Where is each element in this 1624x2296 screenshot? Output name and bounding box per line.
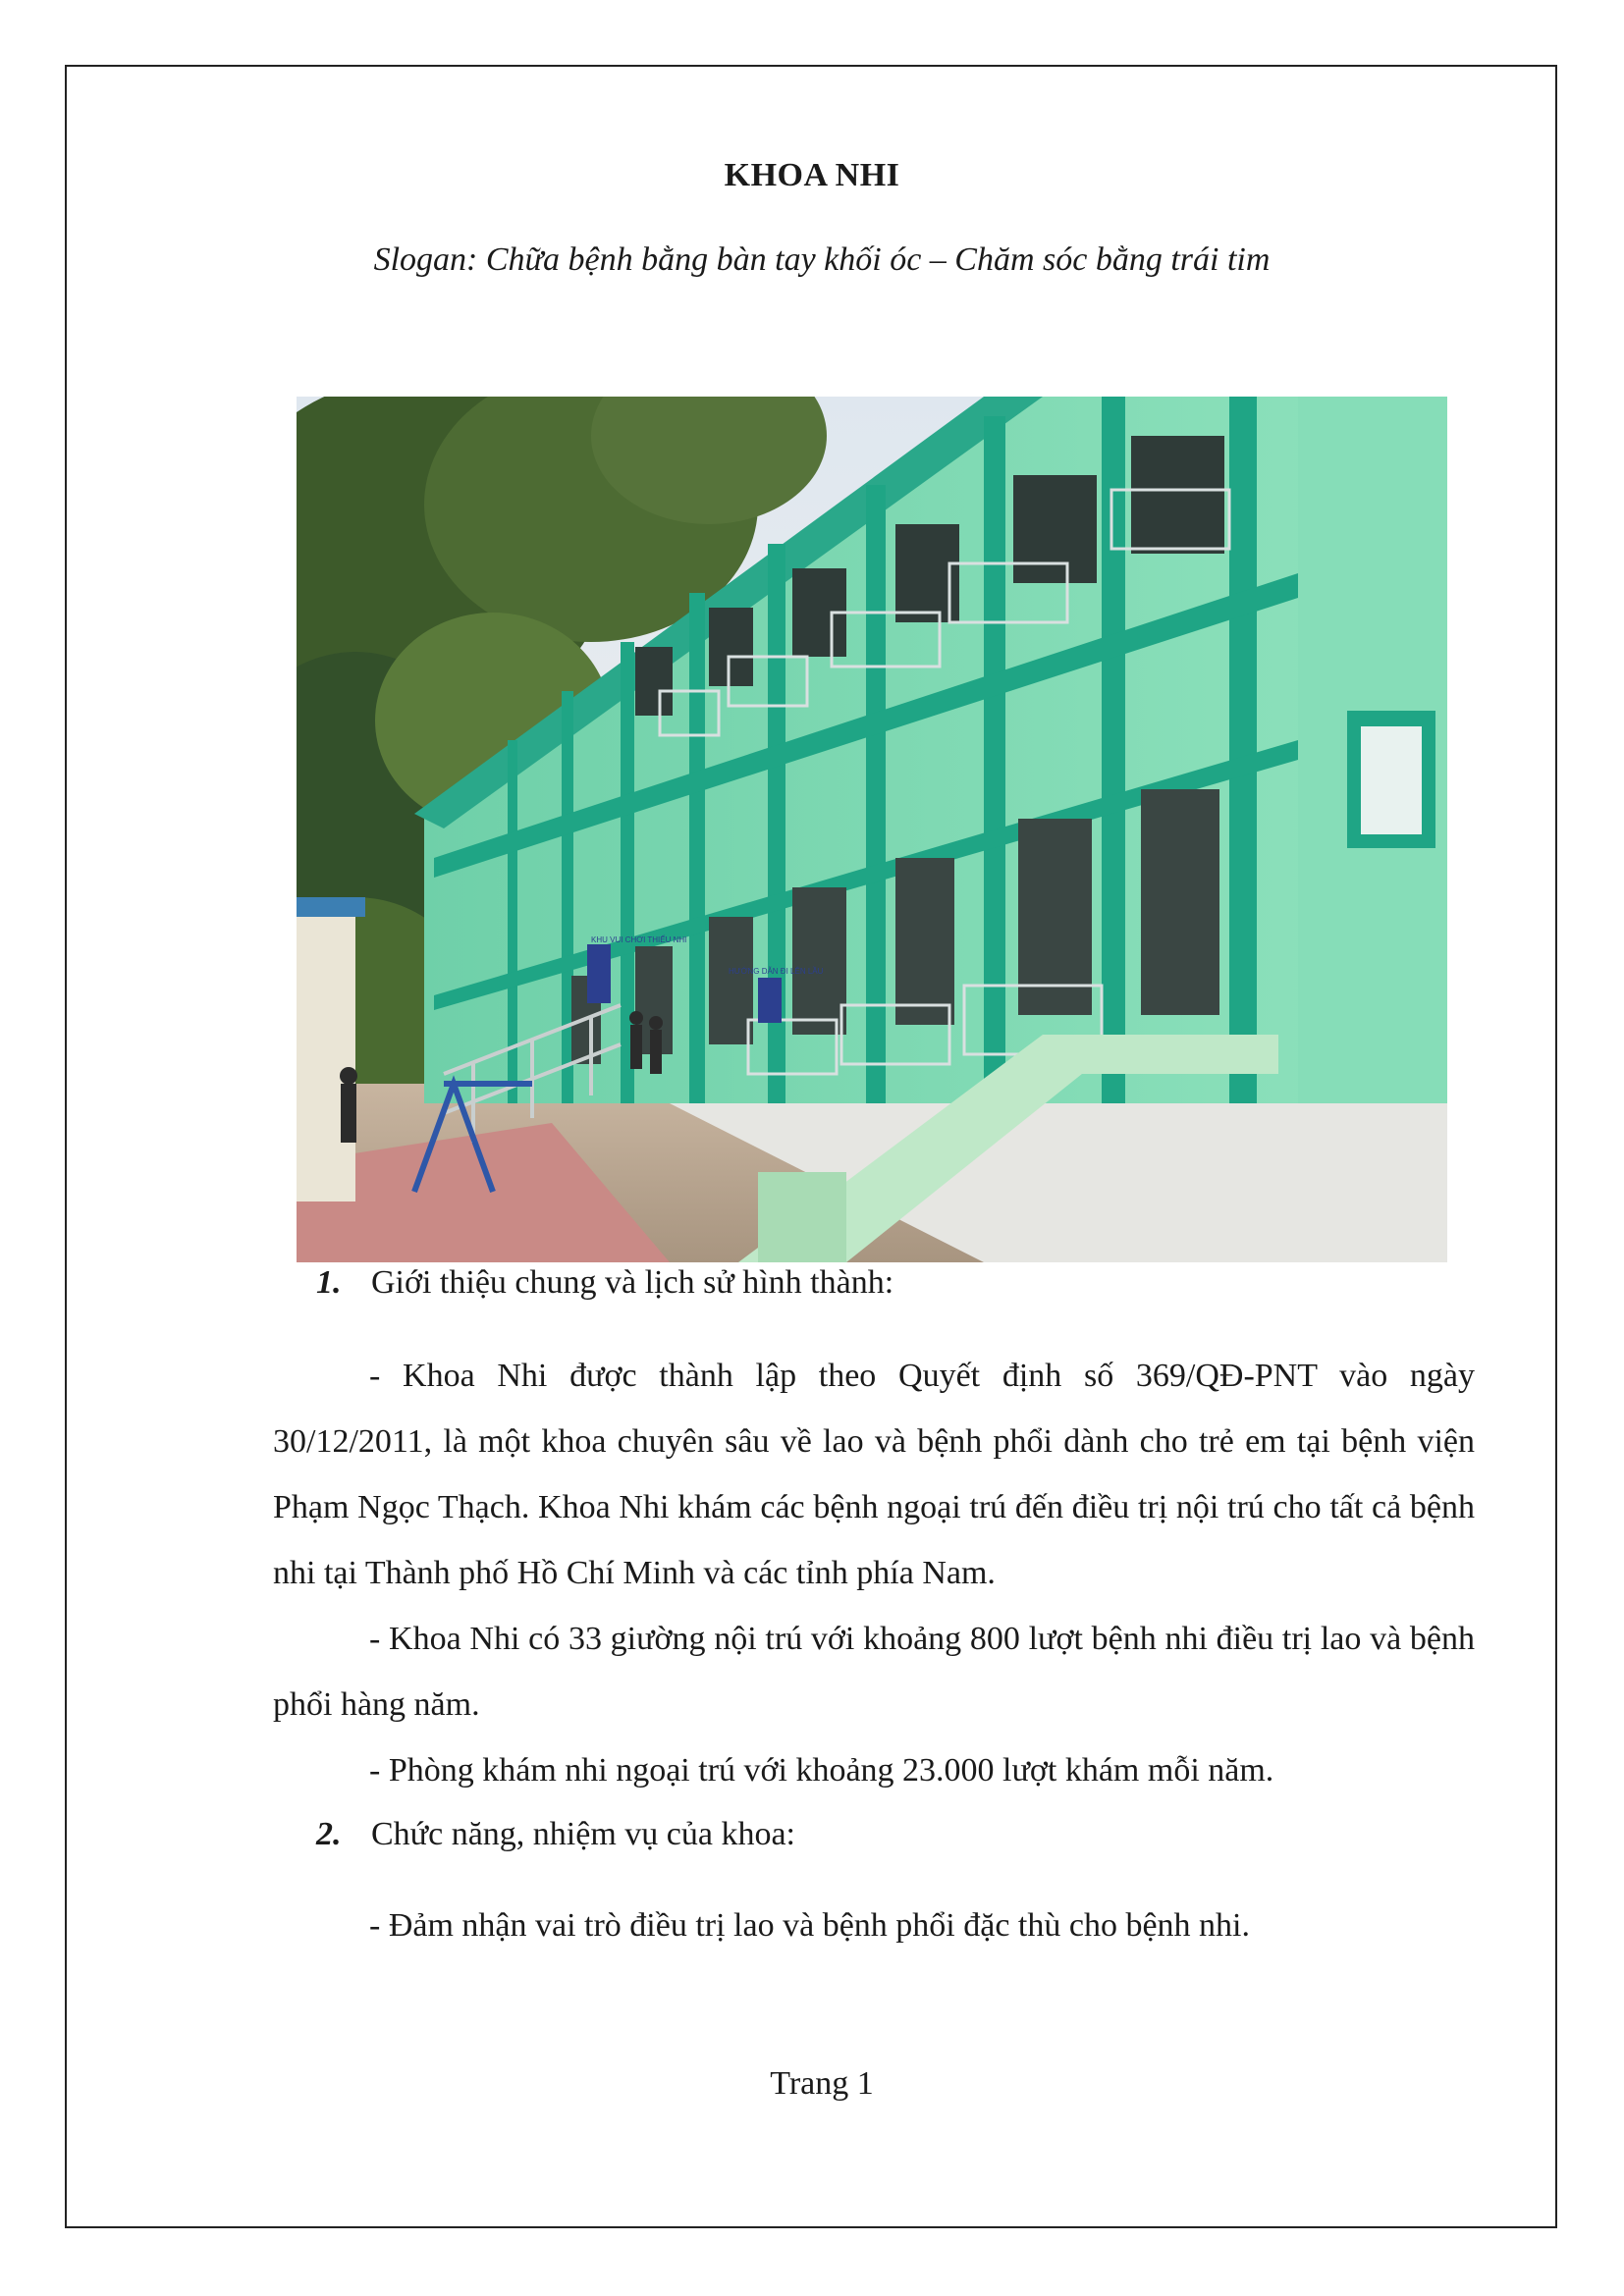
sign-left-text: KHU VUI CHƠI THIẾU NHI [591, 935, 687, 944]
section-1-number: 1. [316, 1264, 342, 1301]
section-1-paragraph-2: - Khoa Nhi có 33 giường nội trú với khoảng 800 lượt bệnh nhi điều trị lao và bệnh phổi hàng năm. [273, 1621, 1475, 1723]
section-1-title: Giới thiệu chung và lịch sử hình thành: [371, 1264, 894, 1301]
section-2-title: Chức năng, nhiệm vụ của khoa: [371, 1816, 795, 1852]
section-2-heading [316, 1816, 795, 1853]
slogan: Slogan: Chữa bệnh bằng bàn tay khối óc – Chăm sóc bằng trái tim [373, 241, 1271, 278]
sign-right-text: HƯỚNG DẪN ĐI LÊN LẦU [729, 967, 824, 976]
building-photo [297, 397, 1447, 1262]
section-1-heading [316, 1264, 893, 1302]
page-number: Trang 1 [770, 2065, 874, 2102]
section-1-paragraph-3: - Phòng khám nhi ngoại trú với khoảng 23.000 lượt khám mỗi năm. [369, 1752, 1274, 1789]
section-2-number: 2. [316, 1816, 342, 1852]
page-title: KHOA NHI [724, 157, 900, 193]
section-1-paragraph-1: - Khoa Nhi được thành lập theo Quyết định số 369/QĐ-PNT vào ngày 30/12/2011, là một khoa chuyên sâu về lao và bệnh phổi dành cho trẻ em tại bệnh viện Phạm Ngọc Thạch. Khoa Nhi khám các bệnh ngoại trú đến điều trị nội trú cho tất cả bệnh nhi tại Thành phố Hồ Chí Minh và các tỉnh phía Nam. [273, 1358, 1475, 1591]
section-2-paragraph-1: - Đảm nhận vai trò điều trị lao và bệnh phổi đặc thù cho bệnh nhi. [369, 1907, 1250, 1944]
